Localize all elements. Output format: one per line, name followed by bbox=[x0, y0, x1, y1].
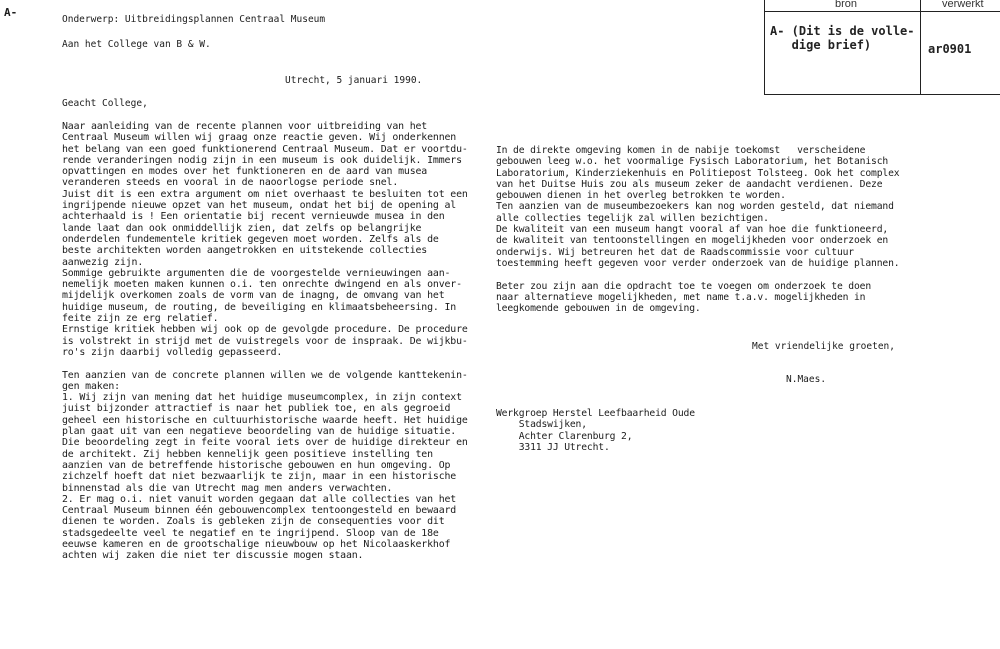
body-line: veranderen steeds en vooral in de naoorlogse periode snel. bbox=[62, 177, 399, 189]
body-line: feite zijn ze erg relatief. bbox=[62, 313, 219, 325]
body-line: aanzien van de betreffende historische gebouwen en hun omgeving. Op bbox=[62, 459, 451, 471]
body-line: zichzelf hoeft dat niet bezwaarlijk te zijn, maar in een historische bbox=[62, 471, 457, 483]
body-line: Ten aanzien van de museumbezoekers kan nog worden gesteld, dat niemand bbox=[496, 201, 894, 213]
archive-meta-table bbox=[764, 0, 1000, 95]
body-line: Naar aanleiding van de recente plannen voor uitbreiding van het bbox=[62, 121, 428, 132]
body-line: geheel een historische en cultuurhistorische waarde heeft. Het huidige bbox=[62, 414, 468, 426]
body-line: onderwijs. Wij betreuren het dat de Raadscommissie voor cultuur bbox=[496, 246, 854, 258]
body-line: Laboratorium, Kinderziekenhuis en Politiepost Tolsteeg. Ook het complex bbox=[496, 167, 900, 179]
body-line: plan gaat uit van een negatieve beoordeling van de huidige situatie. bbox=[62, 426, 457, 438]
body-line bbox=[62, 358, 468, 369]
body-line: de kwaliteit van tentoonstellingen en mogelijkheden voor onderzoek en bbox=[496, 235, 889, 247]
body-line: gebouwen leeg w.o. het voormalige Fysisch Laboratorium, het Botanisch bbox=[496, 156, 889, 168]
body-line: rende veranderingen nodig zijn in een museum is ook duidelijk. Immers bbox=[62, 154, 462, 166]
body-line: 2. Er mag o.i. niet vanuit worden gegaan dat alle collecties van het bbox=[62, 493, 457, 505]
body-line: naar alternatieve mogelijkheden, met name t.a.v. mogelijkheden in bbox=[496, 291, 866, 303]
body-line: is volstrekt in strijd met de vuistregels voor de inspraak. De wijkbu- bbox=[62, 335, 468, 347]
body-line: eeuwse kameren en de grootschalige nieuwbouw op het Nicolaaskerkhof bbox=[62, 538, 451, 550]
body-line: achten wij zaken die niet ter discussie mogen staan. bbox=[62, 550, 364, 562]
body-line: ro's zijn daarbij volledig gepasseerd. bbox=[62, 346, 283, 358]
subject-line: Onderwerp: Uitbreidingsplannen Centraal Museum bbox=[62, 14, 326, 25]
body-line: nemelijk moeten maken kunnen o.i. ten onrechte dwingend en als onver- bbox=[62, 279, 462, 291]
signer: N.Maes. bbox=[786, 374, 827, 385]
letter-body-left bbox=[62, 121, 468, 562]
bron-note: A- (Dit is de volle- dige brief) bbox=[770, 24, 915, 52]
body-line: Sommige gebruikte argumenten die de voorgestelde vernieuwingen aan- bbox=[62, 267, 451, 279]
body-line: opvattingen en modes over het funktioneren en de aard van musea bbox=[62, 166, 428, 178]
body-line: 1. Wij zijn van mening dat het huidige museumcomplex, in zijn context bbox=[62, 392, 462, 404]
addressee-line: Aan het College van B & W. bbox=[62, 39, 211, 50]
body-line: Centraal Museum binnen één gebouwencomplex tentoongesteld en bewaard bbox=[62, 505, 457, 517]
body-line: de architekt. Zij hebben kennelijk geen positieve instelling ten bbox=[62, 448, 433, 460]
bron-header: bron bbox=[835, 0, 858, 10]
body-line: gen maken: bbox=[62, 380, 120, 392]
body-line: De kwaliteit van een museum hangt vooral af van hoe die funktioneerd, bbox=[496, 224, 889, 236]
body-line: toestemming heeft gegeven voor verder onderzoek van de huidige plannen. bbox=[496, 257, 900, 269]
body-line: dienen te worden. Zoals is gebleken zijn de consequenties voor dit bbox=[62, 516, 445, 528]
body-line: het belang van een goed funktionerend Centraal Museum. Dat er voortdu- bbox=[62, 143, 468, 155]
salutation: Geacht College, bbox=[62, 98, 148, 109]
body-line: binnenstad als die van Utrecht mag men anders verwachten. bbox=[62, 482, 393, 494]
table-divider bbox=[765, 11, 1000, 12]
body-line: onderdelen fundementele kritiek gegeven moet worden. Zelfs als de bbox=[62, 233, 439, 245]
body-line: In de direkte omgeving komen in de nabije toekomst verscheidene bbox=[496, 145, 866, 156]
margin-mark: A- bbox=[4, 6, 18, 19]
body-line: leegkomende gebouwen in de omgeving. bbox=[496, 303, 701, 315]
body-line: gebouwen dienen in het overleg betrokken te worden. bbox=[496, 190, 786, 202]
body-line: huidige museum, de routing, de beveiliging en klimaatsbeheersing. In bbox=[62, 301, 457, 313]
sender-line: Werkgroep Herstel Leefbaarheid Oude bbox=[496, 408, 695, 419]
body-line: ingrijpende nieuwe opzet van het museum, ondat het bij de opening al bbox=[62, 200, 457, 212]
archive-code: ar0901 bbox=[928, 42, 972, 56]
body-line: van het Duitse Huis zou als museum zeker de aandacht verdienen. Deze bbox=[496, 178, 883, 190]
body-line: beste architekten worden aangetrokken en uitstekende collecties bbox=[62, 245, 428, 257]
sender-line: Achter Clarenburg 2, bbox=[496, 430, 633, 442]
sender-address bbox=[496, 408, 695, 453]
body-line: stadsgedeelte veel te negatief en te ingrijpend. Sloop van de 18e bbox=[62, 527, 439, 539]
body-line: achterhaald is ! Een orientatie bij recent vernieuwde musea in den bbox=[62, 211, 445, 223]
body-line: Die beoordeling zegt in feite vooral iets over de huidige direkteur en bbox=[62, 437, 468, 449]
body-line: Ten aanzien van de concrete plannen willen we de volgende kanttekenin- bbox=[62, 369, 468, 381]
letter-body-right bbox=[496, 145, 899, 314]
body-line bbox=[496, 269, 899, 280]
closing: Met vriendelijke groeten, bbox=[752, 341, 895, 352]
body-line: Ernstige kritiek hebben wij ook op de gevolgde procedure. De procedure bbox=[62, 324, 468, 336]
column-divider bbox=[920, 0, 921, 94]
body-line: aanwezig zijn. bbox=[62, 256, 144, 268]
body-line: Beter zou zijn aan die opdracht toe te voegen om onderzoek te doen bbox=[496, 280, 872, 292]
verwerkt-header: verwerkt bbox=[942, 0, 984, 10]
body-line: alle collecties tegelijk zal willen bezichtigen. bbox=[496, 212, 769, 224]
body-line: mijdelijk overkomen zoals de vorm van de inagng, de omvang van het bbox=[62, 290, 445, 302]
sender-line: Stadswijken, bbox=[496, 419, 587, 431]
body-line: Juist dit is een extra argument om niet overhaast te besluiten tot een bbox=[62, 188, 468, 200]
date-line: Utrecht, 5 januari 1990. bbox=[285, 75, 423, 86]
sender-line: 3311 JJ Utrecht. bbox=[496, 441, 610, 453]
body-line: Centraal Museum willen wij graag onze reactie geven. Wij onderkennen bbox=[62, 132, 457, 144]
body-line: lande laat dan ook onmiddellijk zien, dat zelfs op belangrijke bbox=[62, 222, 422, 234]
body-line: juist bijzonder attractief is naar het publiek toe, en als gegroeid bbox=[62, 403, 451, 415]
